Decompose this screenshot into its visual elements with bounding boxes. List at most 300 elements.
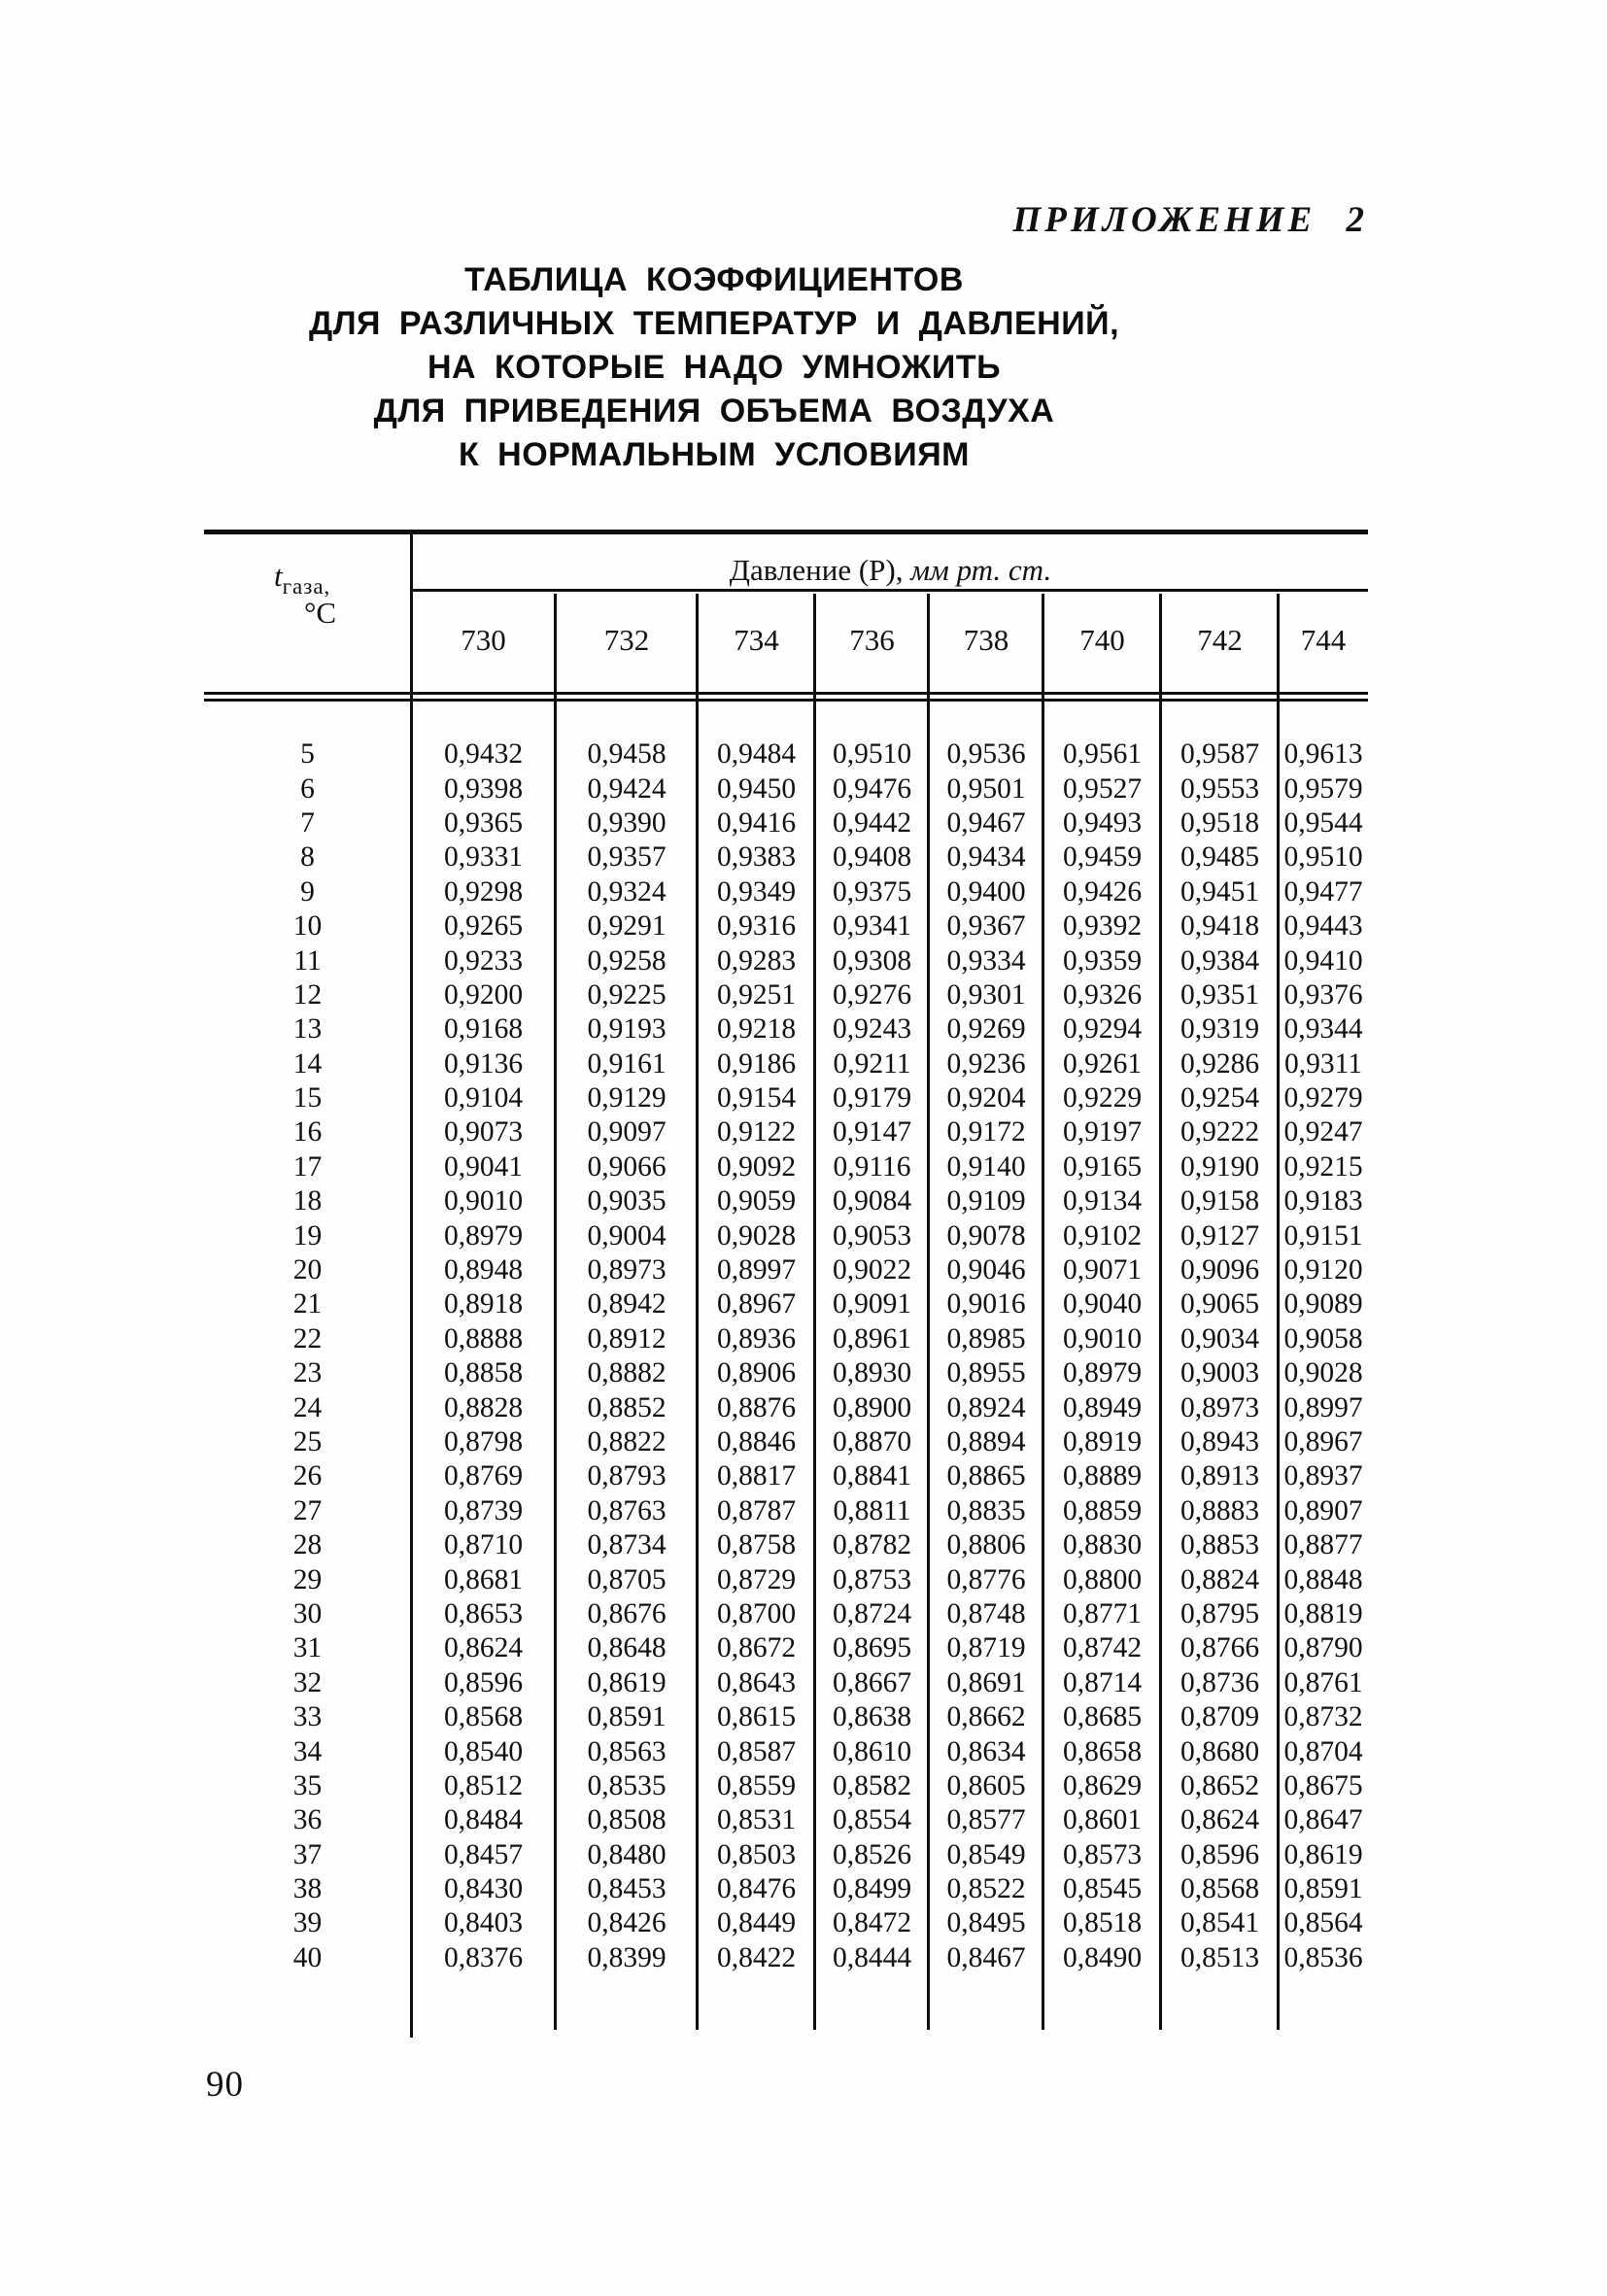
coefficient-cell: 0,8876 xyxy=(716,1391,797,1423)
coefficient-cell: 0,9416 xyxy=(716,806,797,839)
coefficient-cell: 0,8955 xyxy=(946,1357,1026,1389)
temperature-cell: 29 xyxy=(292,1563,323,1595)
coefficient-cell: 0,8667 xyxy=(832,1666,912,1698)
coefficient-cell: 0,8453 xyxy=(587,1873,667,1905)
coefficient-cell: 0,9485 xyxy=(1180,841,1260,874)
table-row xyxy=(204,1184,1368,1218)
coefficient-cell: 0,8776 xyxy=(946,1563,1026,1595)
coefficient-cell: 0,9010 xyxy=(1062,1322,1143,1354)
coefficient-cell: 0,8619 xyxy=(587,1666,667,1698)
coefficient-cell: 0,9053 xyxy=(832,1219,912,1251)
coefficient-cell: 0,8811 xyxy=(833,1494,911,1526)
coefficient-cell: 0,8763 xyxy=(587,1494,667,1526)
coefficient-cell: 0,9127 xyxy=(1180,1219,1260,1251)
coefficient-cell: 0,9154 xyxy=(716,1082,797,1114)
table-row xyxy=(204,1322,1368,1356)
table-row xyxy=(204,1700,1368,1734)
table-row xyxy=(204,1425,1368,1459)
coefficient-cell: 0,8724 xyxy=(832,1597,912,1629)
coefficient-cell: 0,9109 xyxy=(946,1185,1026,1217)
table-row xyxy=(204,1562,1368,1596)
coefficient-cell: 0,9443 xyxy=(1283,910,1363,942)
coefficient-cell: 0,8877 xyxy=(1283,1529,1363,1561)
coefficient-cell: 0,8709 xyxy=(1180,1701,1260,1733)
coefficient-cell: 0,9172 xyxy=(946,1116,1026,1148)
temperature-cell: 7 xyxy=(300,806,315,839)
coefficient-cell: 0,9493 xyxy=(1062,806,1143,839)
coefficient-cell: 0,9147 xyxy=(832,1116,912,1148)
coefficient-cell: 0,8853 xyxy=(1180,1529,1260,1561)
coefficient-cell: 0,9324 xyxy=(587,875,667,908)
coefficient-cell: 0,9233 xyxy=(443,944,524,977)
coefficient-cell: 0,8591 xyxy=(587,1701,667,1733)
pressure-column-header: 736 xyxy=(849,623,895,657)
coefficient-cell: 0,8704 xyxy=(1283,1735,1363,1767)
coefficient-cell: 0,9122 xyxy=(716,1116,797,1148)
temperature-cell: 21 xyxy=(292,1288,323,1320)
temperature-cell: 27 xyxy=(292,1494,323,1526)
temperature-cell: 24 xyxy=(292,1391,323,1423)
table-row xyxy=(204,1906,1368,1940)
table-row xyxy=(204,1631,1368,1665)
temperature-cell: 30 xyxy=(292,1597,323,1629)
temperature-cell: 19 xyxy=(292,1219,323,1251)
temperature-cell: 17 xyxy=(292,1150,323,1182)
coefficient-cell: 0,9349 xyxy=(716,875,797,908)
temperature-cell: 23 xyxy=(292,1357,323,1389)
coefficient-cell: 0,9078 xyxy=(946,1219,1026,1251)
coefficient-cell: 0,9383 xyxy=(716,841,797,874)
coefficient-cell: 0,9269 xyxy=(946,1013,1026,1045)
coefficient-cell: 0,9294 xyxy=(1062,1013,1143,1045)
coefficient-cell: 0,8624 xyxy=(443,1632,524,1664)
coefficient-cell: 0,9587 xyxy=(1180,738,1260,771)
coefficient-cell: 0,9028 xyxy=(1283,1357,1363,1389)
coefficient-cell: 0,8476 xyxy=(716,1873,797,1905)
coefficient-cell: 0,8961 xyxy=(832,1322,912,1354)
coefficient-cell: 0,8937 xyxy=(1283,1460,1363,1492)
table-row xyxy=(204,978,1368,1012)
temperature-symbol: $t_{газа,}$ xyxy=(274,559,331,599)
pressure-header-text: Давление (Р), xyxy=(729,553,904,587)
coefficient-cell: 0,8695 xyxy=(832,1632,912,1664)
coefficient-cell: 0,8782 xyxy=(832,1529,912,1561)
table-row xyxy=(204,1494,1368,1528)
coefficient-cell: 0,9204 xyxy=(946,1082,1026,1114)
pressure-column-header: 742 xyxy=(1197,623,1243,657)
temperature-cell: 13 xyxy=(292,1013,323,1045)
coefficient-cell: 0,9059 xyxy=(716,1185,797,1217)
coefficient-cell: 0,8729 xyxy=(716,1563,797,1595)
coefficient-cell: 0,9442 xyxy=(832,806,912,839)
coefficient-cell: 0,9344 xyxy=(1283,1013,1363,1045)
coefficient-cell: 0,8714 xyxy=(1062,1666,1143,1698)
coefficient-cell: 0,8680 xyxy=(1180,1735,1260,1767)
coefficient-cell: 0,8942 xyxy=(587,1288,667,1320)
temperature-cell: 39 xyxy=(292,1907,323,1939)
coefficient-cell: 0,8734 xyxy=(587,1529,667,1561)
coefficient-cell: 0,9291 xyxy=(587,910,667,942)
coefficient-cell: 0,8675 xyxy=(1283,1769,1363,1801)
temperature-cell: 11 xyxy=(293,944,322,977)
table-row xyxy=(204,1081,1368,1115)
coefficient-cell: 0,9016 xyxy=(946,1288,1026,1320)
coefficient-cell: 0,9116 xyxy=(833,1150,911,1182)
coefficient-cell: 0,9104 xyxy=(443,1082,524,1114)
coefficient-cell: 0,8858 xyxy=(443,1357,524,1389)
coefficient-cell: 0,8918 xyxy=(443,1288,524,1320)
coefficient-cell: 0,8852 xyxy=(587,1391,667,1423)
coefficient-cell: 0,9165 xyxy=(1062,1150,1143,1182)
coefficient-cell: 0,8662 xyxy=(946,1701,1026,1733)
temperature-cell: 5 xyxy=(300,738,315,771)
table-row xyxy=(204,840,1368,874)
coefficient-cell: 0,8912 xyxy=(587,1322,667,1354)
coefficient-cell: 0,8883 xyxy=(1180,1494,1260,1526)
coefficient-cell: 0,8647 xyxy=(1283,1804,1363,1836)
coefficient-cell: 0,8605 xyxy=(946,1769,1026,1801)
coefficient-cell: 0,8591 xyxy=(1283,1873,1363,1905)
table-row xyxy=(204,1356,1368,1390)
coefficient-cell: 0,9158 xyxy=(1180,1185,1260,1217)
coefficient-cell: 0,8948 xyxy=(443,1254,524,1286)
table-row xyxy=(204,875,1368,909)
table-row xyxy=(204,1597,1368,1631)
coefficient-cell: 0,8795 xyxy=(1180,1597,1260,1629)
coefficient-cell: 0,9579 xyxy=(1283,772,1363,805)
coefficient-cell: 0,8906 xyxy=(716,1357,797,1389)
coefficient-cell: 0,8596 xyxy=(443,1666,524,1698)
coefficient-cell: 0,8798 xyxy=(443,1426,524,1457)
coefficient-cell: 0,9046 xyxy=(946,1254,1026,1286)
coefficient-cell: 0,8766 xyxy=(1180,1632,1260,1664)
coefficient-cell: 0,9258 xyxy=(587,944,667,977)
coefficient-cell: 0,8870 xyxy=(832,1426,912,1457)
coefficient-cell: 0,8819 xyxy=(1283,1597,1363,1629)
coefficient-cell: 0,8761 xyxy=(1283,1666,1363,1698)
coefficient-cell: 0,8936 xyxy=(716,1322,797,1354)
coefficient-cell: 0,9432 xyxy=(443,738,524,771)
coefficient-cell: 0,9536 xyxy=(946,738,1026,771)
coefficient-cell: 0,8430 xyxy=(443,1873,524,1905)
pressure-column-header: 734 xyxy=(734,623,779,657)
coefficient-cell: 0,8943 xyxy=(1180,1426,1260,1457)
table-top-rule xyxy=(204,530,1368,534)
coefficient-cell: 0,8672 xyxy=(716,1632,797,1664)
coefficient-cell: 0,9003 xyxy=(1180,1357,1260,1389)
coefficient-cell: 0,9510 xyxy=(1283,841,1363,874)
coefficient-cell: 0,9041 xyxy=(443,1150,524,1182)
coefficient-cell: 0,8848 xyxy=(1283,1563,1363,1595)
coefficient-cell: 0,9301 xyxy=(946,978,1026,1011)
coefficient-cell: 0,8484 xyxy=(443,1804,524,1836)
coefficient-cell: 0,9073 xyxy=(443,1116,524,1148)
table-row xyxy=(204,1287,1368,1321)
coefficient-cell: 0,9459 xyxy=(1062,841,1143,874)
coefficient-cell: 0,9518 xyxy=(1180,806,1260,839)
coefficient-cell: 0,9298 xyxy=(443,875,524,908)
temperature-cell: 12 xyxy=(292,978,323,1011)
coefficient-cell: 0,8888 xyxy=(443,1322,524,1354)
coefficient-cell: 0,8973 xyxy=(587,1254,667,1286)
coefficient-cell: 0,8535 xyxy=(587,1769,667,1801)
table-row xyxy=(204,1734,1368,1768)
table-row xyxy=(204,943,1368,977)
coefficient-cell: 0,8652 xyxy=(1180,1769,1260,1801)
coefficient-cell: 0,9279 xyxy=(1283,1082,1363,1114)
coefficient-cell: 0,9034 xyxy=(1180,1322,1260,1354)
coefficient-cell: 0,8499 xyxy=(832,1873,912,1905)
coefficient-cell: 0,8846 xyxy=(716,1426,797,1457)
temperature-cell: 32 xyxy=(292,1666,323,1698)
coefficient-cell: 0,9467 xyxy=(946,806,1026,839)
coefficient-cell: 0,8919 xyxy=(1062,1426,1143,1457)
coefficient-cell: 0,8648 xyxy=(587,1632,667,1664)
coefficient-cell: 0,8643 xyxy=(716,1666,797,1698)
coefficient-cell: 0,9215 xyxy=(1283,1150,1363,1182)
coefficient-cell: 0,8512 xyxy=(443,1769,524,1801)
coefficient-cell: 0,8541 xyxy=(1180,1907,1260,1939)
coefficient-cell: 0,9120 xyxy=(1283,1254,1363,1286)
coefficient-cell: 0,8997 xyxy=(716,1254,797,1286)
coefficient-cell: 0,9410 xyxy=(1283,944,1363,977)
coefficient-cell: 0,8536 xyxy=(1283,1941,1363,1973)
coefficient-cell: 0,9392 xyxy=(1062,910,1143,942)
coefficient-cell: 0,8691 xyxy=(946,1666,1026,1698)
temperature-cell: 22 xyxy=(292,1322,323,1354)
coefficient-cell: 0,8828 xyxy=(443,1391,524,1423)
coefficient-cell: 0,9365 xyxy=(443,806,524,839)
coefficient-cell: 0,8587 xyxy=(716,1735,797,1767)
title-line-3: НА КОТОРЫЕ НАДО УМНОЖИТЬ xyxy=(427,349,1002,386)
coefficient-cell: 0,9265 xyxy=(443,910,524,942)
coefficient-cell: 0,9186 xyxy=(716,1047,797,1079)
temperature-cell: 16 xyxy=(292,1116,323,1148)
coefficient-cell: 0,8742 xyxy=(1062,1632,1143,1664)
coefficient-cell: 0,9613 xyxy=(1283,738,1363,771)
coefficient-cell: 0,9384 xyxy=(1180,944,1260,977)
temperature-cell: 31 xyxy=(292,1632,323,1664)
coefficient-cell: 0,8376 xyxy=(443,1941,524,1973)
temperature-cell: 25 xyxy=(292,1426,323,1457)
coefficient-cell: 0,8771 xyxy=(1062,1597,1143,1629)
coefficient-cell: 0,9319 xyxy=(1180,1013,1260,1045)
coefficient-cell: 0,8596 xyxy=(1180,1838,1260,1870)
temperature-cell: 14 xyxy=(292,1047,323,1079)
coefficient-cell: 0,9136 xyxy=(443,1047,524,1079)
table-row xyxy=(204,1803,1368,1837)
coefficient-cell: 0,9561 xyxy=(1062,738,1143,771)
pressure-header-units: мм рт. ст. xyxy=(910,553,1052,587)
document-title xyxy=(199,258,1229,477)
coefficient-cell: 0,8629 xyxy=(1062,1769,1143,1801)
table-row xyxy=(204,1872,1368,1906)
temperature-cell: 33 xyxy=(292,1701,323,1733)
coefficient-cell: 0,9010 xyxy=(443,1185,524,1217)
coefficient-cell: 0,9140 xyxy=(946,1150,1026,1182)
coefficient-cell: 0,8522 xyxy=(946,1873,1026,1905)
coefficient-cell: 0,9218 xyxy=(716,1013,797,1045)
coefficient-cell: 0,9426 xyxy=(1062,875,1143,908)
table-row xyxy=(204,771,1368,805)
coefficients-table xyxy=(204,530,1368,2045)
coefficient-cell: 0,9092 xyxy=(716,1150,797,1182)
table-row xyxy=(204,1150,1368,1184)
coefficient-cell: 0,9341 xyxy=(832,910,912,942)
coefficient-cell: 0,9091 xyxy=(832,1288,912,1320)
table-row xyxy=(204,1390,1368,1424)
table-row xyxy=(204,1459,1368,1493)
coefficient-cell: 0,8894 xyxy=(946,1426,1026,1457)
coefficient-cell: 0,9367 xyxy=(946,910,1026,942)
coefficient-cell: 0,8545 xyxy=(1062,1873,1143,1905)
table-body xyxy=(204,737,1368,1975)
temperature-cell: 36 xyxy=(292,1804,323,1836)
coefficient-cell: 0,8705 xyxy=(587,1563,667,1595)
coefficient-cell: 0,9168 xyxy=(443,1013,524,1045)
coefficient-cell: 0,9261 xyxy=(1062,1047,1143,1079)
coefficient-cell: 0,8568 xyxy=(1180,1873,1260,1905)
coefficient-cell: 0,8658 xyxy=(1062,1735,1143,1767)
coefficient-cell: 0,9527 xyxy=(1062,772,1143,805)
coefficient-cell: 0,8732 xyxy=(1283,1701,1363,1733)
coefficient-cell: 0,8997 xyxy=(1283,1391,1363,1423)
coefficient-cell: 0,8526 xyxy=(832,1838,912,1870)
title-line-5: К НОРМАЛЬНЫМ УСЛОВИЯМ xyxy=(458,436,971,473)
coefficient-cell: 0,8426 xyxy=(587,1907,667,1939)
coefficient-cell: 0,8513 xyxy=(1180,1941,1260,1973)
coefficient-cell: 0,8841 xyxy=(832,1460,912,1492)
pressure-column-header: 744 xyxy=(1300,623,1347,657)
coefficient-cell: 0,8973 xyxy=(1180,1391,1260,1423)
coefficient-cell: 0,9311 xyxy=(1283,1047,1363,1079)
coefficient-cell: 0,9225 xyxy=(587,978,667,1011)
coefficient-cell: 0,9183 xyxy=(1283,1185,1363,1217)
coefficient-cell: 0,8985 xyxy=(946,1322,1026,1354)
coefficient-cell: 0,9071 xyxy=(1062,1254,1143,1286)
coefficient-cell: 0,8582 xyxy=(832,1769,912,1801)
coefficient-cell: 0,8495 xyxy=(946,1907,1026,1939)
coefficient-cell: 0,8758 xyxy=(716,1529,797,1561)
temperature-unit: °С xyxy=(304,596,337,630)
temperature-header xyxy=(204,551,411,687)
coefficient-cell: 0,8563 xyxy=(587,1735,667,1767)
coefficient-cell: 0,9458 xyxy=(587,738,667,771)
coefficient-cell: 0,8638 xyxy=(832,1701,912,1733)
coefficient-cell: 0,8399 xyxy=(587,1941,667,1973)
coefficient-cell: 0,9134 xyxy=(1062,1185,1143,1217)
coefficient-cell: 0,9326 xyxy=(1062,978,1143,1011)
coefficient-cell: 0,8739 xyxy=(443,1494,524,1526)
title-line-1: ТАБЛИЦА КОЭФФИЦИЕНТОВ xyxy=(464,261,964,298)
coefficient-cell: 0,9286 xyxy=(1180,1047,1260,1079)
coefficient-cell: 0,8748 xyxy=(946,1597,1026,1629)
coefficient-cell: 0,9359 xyxy=(1062,944,1143,977)
appendix-label: ПРИЛОЖЕНИЕ 2 xyxy=(1012,200,1368,240)
table-row xyxy=(204,1218,1368,1252)
table-row xyxy=(204,737,1368,771)
temperature-cell: 10 xyxy=(292,910,323,942)
coefficient-cell: 0,8882 xyxy=(587,1357,667,1389)
coefficient-cell: 0,9229 xyxy=(1062,1082,1143,1114)
coefficient-cell: 0,8619 xyxy=(1283,1838,1363,1870)
coefficient-cell: 0,9035 xyxy=(587,1185,667,1217)
coefficient-cell: 0,9097 xyxy=(587,1116,667,1148)
coefficient-cell: 0,9179 xyxy=(832,1082,912,1114)
temperature-cell: 26 xyxy=(292,1460,323,1492)
coefficient-cell: 0,8634 xyxy=(946,1735,1026,1767)
page-number: 90 xyxy=(206,2065,244,2105)
temperature-cell: 40 xyxy=(292,1941,323,1973)
table-row xyxy=(204,1769,1368,1803)
coefficient-cell: 0,8403 xyxy=(443,1907,524,1939)
coefficient-cell: 0,8913 xyxy=(1180,1460,1260,1492)
temperature-cell: 9 xyxy=(300,875,315,908)
coefficient-cell: 0,9544 xyxy=(1283,806,1363,839)
coefficient-cell: 0,9040 xyxy=(1062,1288,1143,1320)
coefficient-cell: 0,8924 xyxy=(946,1391,1026,1423)
coefficient-cell: 0,9129 xyxy=(587,1082,667,1114)
temperature-cell: 20 xyxy=(292,1254,323,1286)
coefficient-cell: 0,8503 xyxy=(716,1838,797,1870)
coefficient-cell: 0,8508 xyxy=(587,1804,667,1836)
coefficient-cell: 0,9424 xyxy=(587,772,667,805)
coefficient-cell: 0,8787 xyxy=(716,1494,797,1526)
coefficient-cell: 0,8676 xyxy=(587,1597,667,1629)
coefficient-cell: 0,9276 xyxy=(832,978,912,1011)
coefficient-cell: 0,9418 xyxy=(1180,910,1260,942)
coefficient-cell: 0,9022 xyxy=(832,1254,912,1286)
coefficient-cell: 0,8800 xyxy=(1062,1563,1143,1595)
coefficient-cell: 0,8568 xyxy=(443,1701,524,1733)
coefficient-cell: 0,8889 xyxy=(1062,1460,1143,1492)
coefficient-cell: 0,9408 xyxy=(832,841,912,874)
coefficient-cell: 0,8564 xyxy=(1283,1907,1363,1939)
coefficient-cell: 0,9553 xyxy=(1180,772,1260,805)
coefficient-cell: 0,8806 xyxy=(946,1529,1026,1561)
coefficient-cell: 0,9477 xyxy=(1283,875,1363,908)
coefficient-cell: 0,9450 xyxy=(716,772,797,805)
coefficient-cell: 0,8559 xyxy=(716,1769,797,1801)
coefficient-cell: 0,8719 xyxy=(946,1632,1026,1664)
temperature-cell: 8 xyxy=(300,841,315,874)
coefficient-cell: 0,9161 xyxy=(587,1047,667,1079)
coefficient-cell: 0,8531 xyxy=(716,1804,797,1836)
coefficient-cell: 0,8967 xyxy=(1283,1426,1363,1457)
coefficient-cell: 0,9190 xyxy=(1180,1150,1260,1182)
pressure-column-header: 740 xyxy=(1079,623,1125,657)
coefficient-cell: 0,8610 xyxy=(832,1735,912,1767)
coefficient-cell: 0,8681 xyxy=(443,1563,524,1595)
coefficient-cell: 0,8900 xyxy=(832,1391,912,1423)
temperature-cell: 34 xyxy=(292,1735,323,1767)
temperature-cell: 18 xyxy=(292,1185,323,1217)
coefficient-cell: 0,8793 xyxy=(587,1460,667,1492)
coefficient-cell: 0,9211 xyxy=(833,1047,911,1079)
temperature-cell: 37 xyxy=(292,1838,323,1870)
coefficient-cell: 0,9193 xyxy=(587,1013,667,1045)
coefficient-cell: 0,8736 xyxy=(1180,1666,1260,1698)
pressure-column-header: 730 xyxy=(461,623,506,657)
coefficient-cell: 0,8835 xyxy=(946,1494,1026,1526)
coefficient-cell: 0,8979 xyxy=(1062,1357,1143,1389)
coefficient-cell: 0,8753 xyxy=(832,1563,912,1595)
table-row xyxy=(204,1666,1368,1700)
coefficient-cell: 0,9398 xyxy=(443,772,524,805)
coefficient-cell: 0,9316 xyxy=(716,910,797,942)
coefficient-cell: 0,9065 xyxy=(1180,1288,1260,1320)
coefficient-cell: 0,8907 xyxy=(1283,1494,1363,1526)
